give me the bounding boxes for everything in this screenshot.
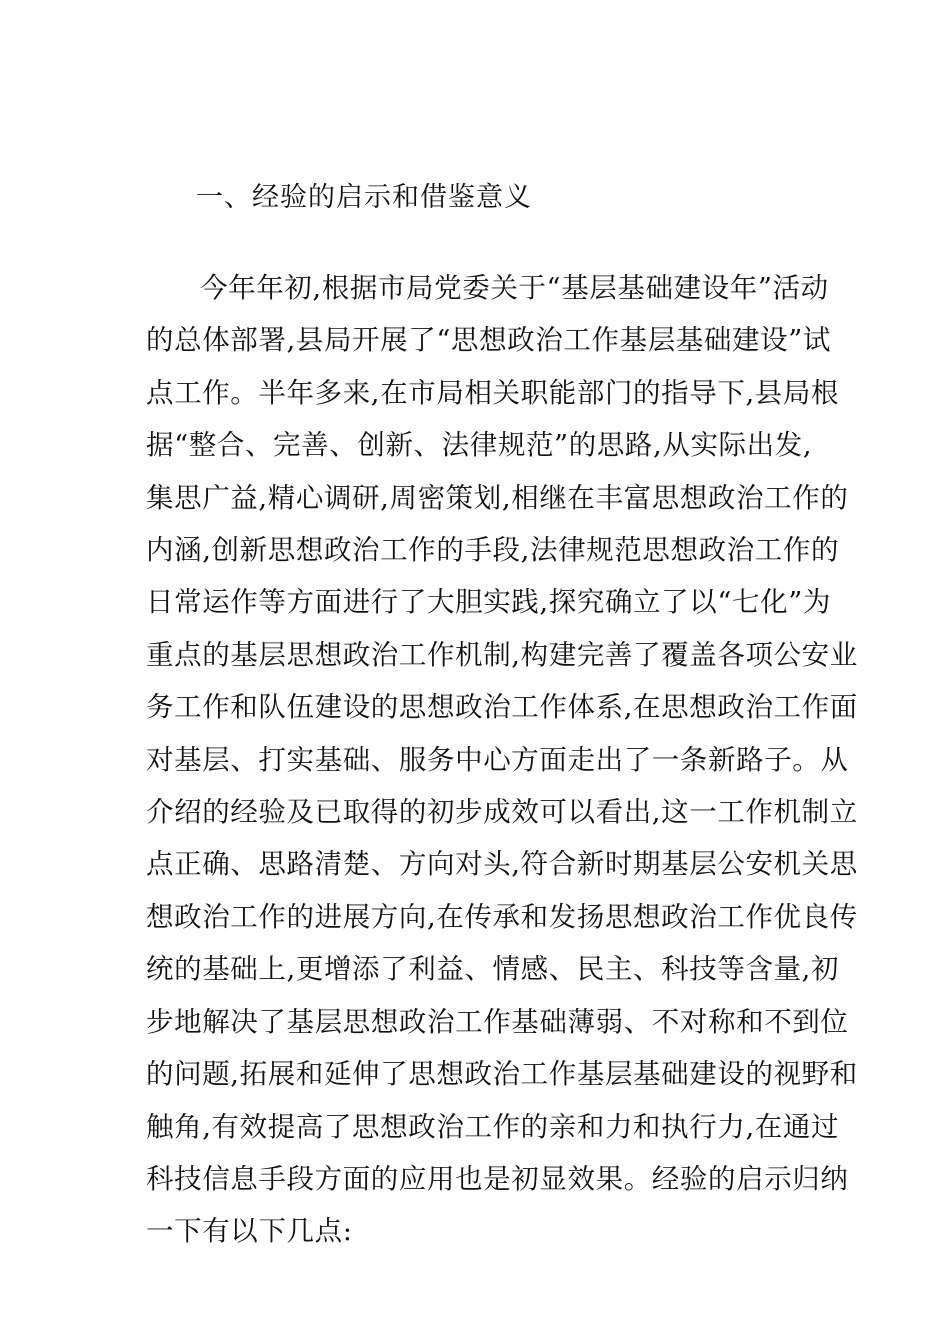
paragraph-line: 据“整合、完善、创新、法律规范”的思路,从实际出发, bbox=[146, 429, 813, 462]
paragraph-line: 日常运作等方面进行了大胆实践,探究确立了以“七化”为 bbox=[146, 586, 831, 619]
paragraph-line: 步地解决了基层思想政治工作基础薄弱、不对称和不到位 bbox=[146, 1005, 849, 1038]
paragraph-line: 介绍的经验及已取得的初步成效可以看出,这一工作机制立 bbox=[146, 796, 858, 829]
paragraph-line: 集思广益,精心调研,周密策划,相继在丰富思想政治工作的 bbox=[146, 481, 849, 514]
paragraph-line: 重点的基层思想政治工作机制,构建完善了覆盖各项公安业 bbox=[146, 638, 858, 671]
paragraph-line: 的问题,拓展和延伸了思想政治工作基层基础建设的视野和 bbox=[146, 1058, 858, 1091]
paragraph-line: 今年年初,根据市局党委关于“基层基础建设年”活动 bbox=[200, 272, 829, 304]
paragraph-line: 想政治工作的进展方向,在传承和发扬思想政治工作优良传 bbox=[146, 900, 858, 933]
paragraph-line: 点工作。半年多来,在市局相关职能部门的指导下,县局根 bbox=[146, 376, 840, 409]
paragraph-line: 统的基础上,更增添了利益、情感、民主、科技等含量,初 bbox=[146, 953, 840, 986]
paragraph-line: 触角,有效提高了思想政治工作的亲和力和执行力,在通过 bbox=[146, 1110, 840, 1143]
paragraph-line: 务工作和队伍建设的思想政治工作体系,在思想政治工作面 bbox=[146, 691, 858, 724]
paragraph-line: 对基层、打实基础、服务中心方面走出了一条新路子。从 bbox=[146, 743, 849, 776]
paragraph-line: 科技信息手段方面的应用也是初显效果。经验的启示归纳 bbox=[146, 1162, 849, 1195]
paragraph-line: 的总体部署,县局开展了“思想政治工作基层基础建设”试 bbox=[146, 324, 831, 357]
paragraph-line: 一下有以下几点: bbox=[146, 1215, 353, 1248]
section-heading: 一、经验的启示和借鉴意义 bbox=[196, 182, 532, 213]
paragraph-line: 内涵,创新思想政治工作的手段,法律规范思想政治工作的 bbox=[146, 534, 840, 567]
body-paragraph bbox=[146, 262, 858, 1258]
paragraph-line: 点正确、思路清楚、方向对头,符合新时期基层公安机关思 bbox=[146, 848, 858, 881]
